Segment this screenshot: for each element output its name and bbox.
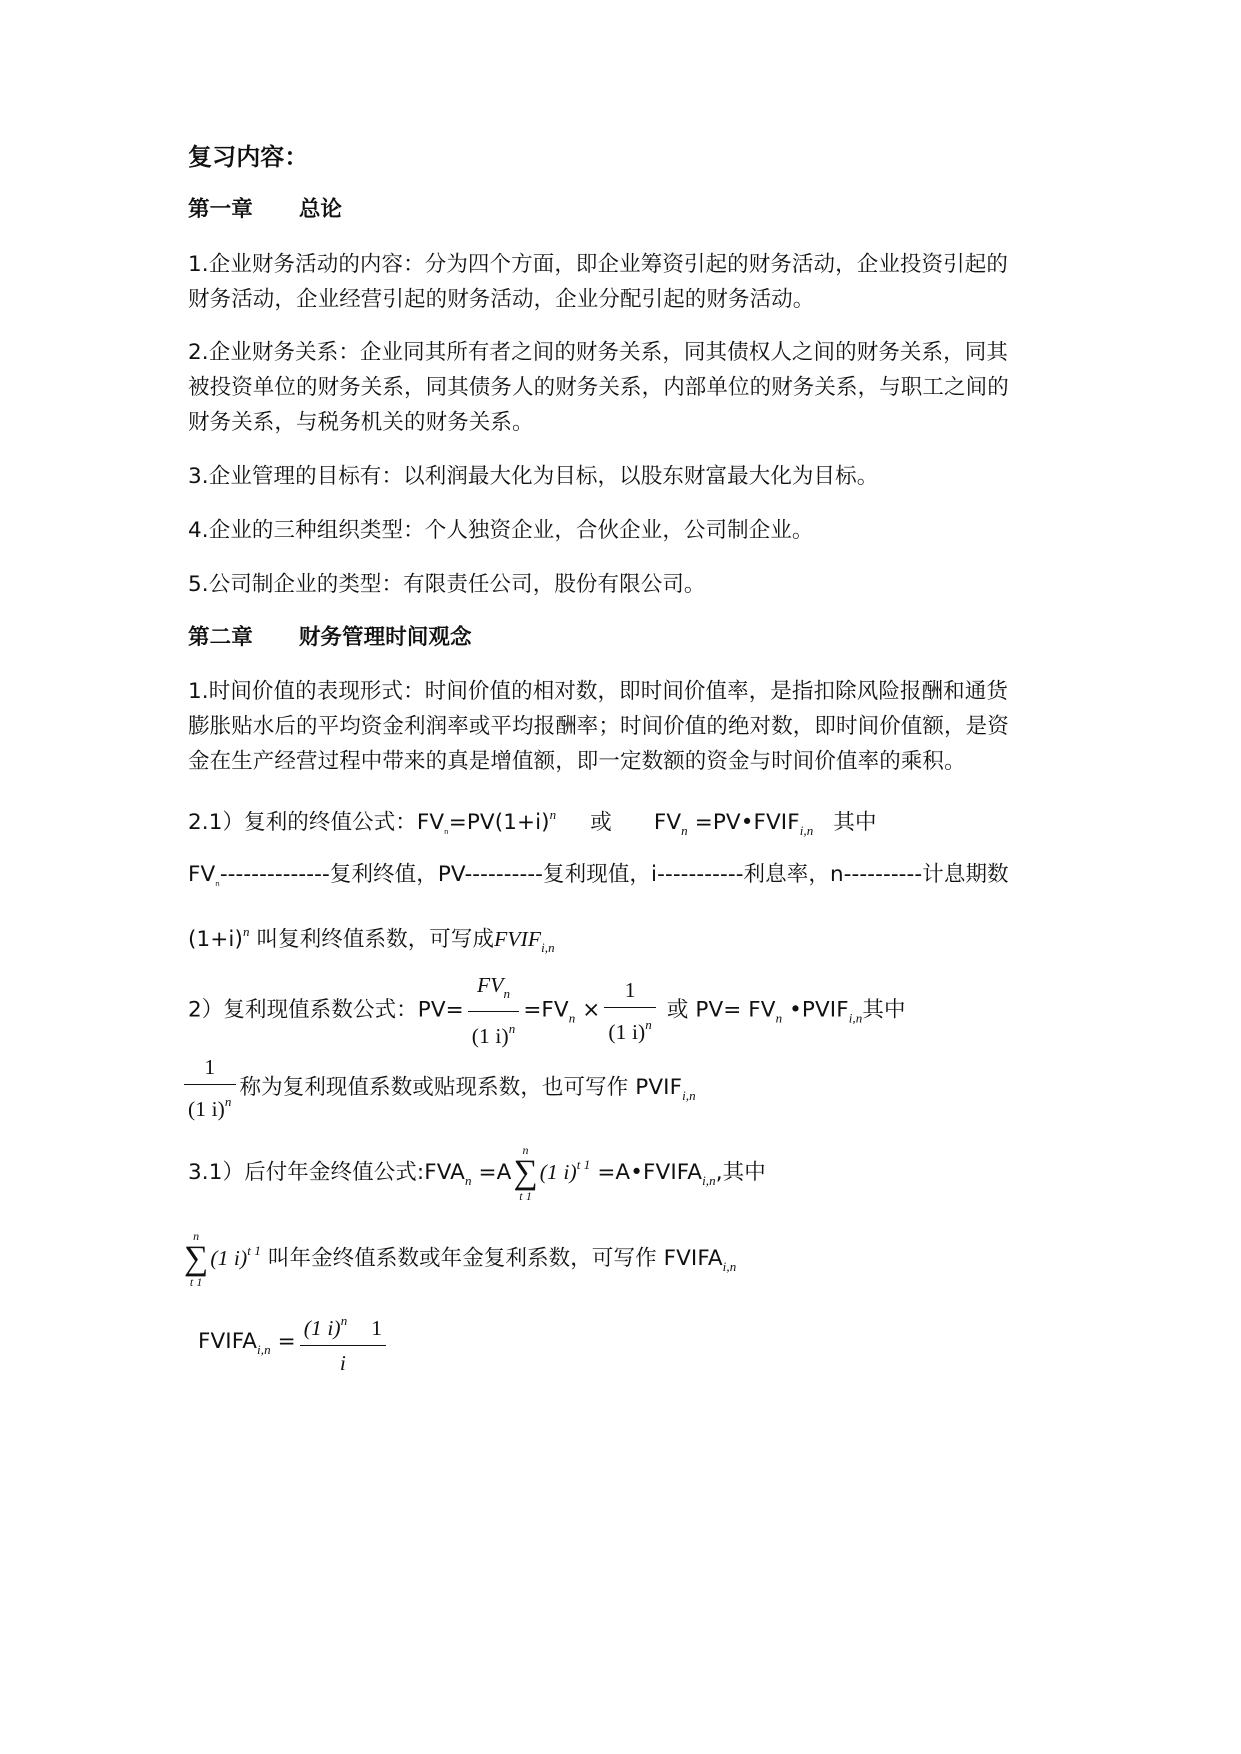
paragraph-2-line-3: 财务关系，与税务机关的财务关系。 — [188, 410, 534, 435]
definitions-line: $FV_n--------------$复利终值，PV----------复利现值，i-----------利息率，n----------计息期数 — [188, 862, 1009, 888]
compound-factor-line: $(1+i)^n$ 叫复利终值系数，可写成$FVIF_{i,n}$ — [188, 924, 555, 955]
paragraph-2-line-2: 被投资单位的财务关系，同其债务人的财务关系，内部单位的财务关系，与职工之间的 — [188, 375, 1009, 400]
paragraph-6-line-3: 金在生产经营过程中带来的真是增值额，即一定数额的资金与时间价值率的乘积。 — [188, 749, 966, 774]
chapter-2-label: 第二章 — [188, 625, 253, 650]
fraction-fvifa: $\frac{(1 i)^n 1}{i}$ — [300, 1306, 386, 1378]
paragraph-3: 3.企业管理的目标有：以利润最大化为目标，以股东财富最大化为目标。 — [188, 464, 879, 489]
chapter-2-name: 财务管理时间观念 — [298, 625, 472, 650]
fraction-one-over-compound: $\frac{1}{(1 i)^n}$ — [604, 975, 656, 1047]
summation-icon: n ∑ t 1 — [184, 1229, 209, 1289]
fraction-present-factor: $\frac{1}{(1 i)^n}$ — [184, 1052, 236, 1124]
chapter-1-heading — [188, 191, 342, 229]
bullet-operator-icon: • — [789, 997, 802, 1023]
bullet-operator-icon: • — [740, 810, 754, 835]
formula-present-value: 2）复利现值系数公式：PV= $\frac{FV_n}{(1 i)^n}$ $=FV_n$ × $\frac{1}{(1 i)^n}$ 或 $PV= FV_n$ $•PVIF_{i,n}$其中 — [188, 970, 906, 1051]
page-title: 复习内容： — [188, 143, 309, 171]
paragraph-1-line-1: 1.企业财务活动的内容：分为四个方面，即企业筹资引起的财务活动，企业投资引起的 — [188, 252, 1008, 277]
paragraph-4: 4.企业的三种组织类型：个人独资企业，合伙企业，公司制企业。 — [188, 518, 814, 543]
chapter-1-name: 总论 — [298, 197, 343, 222]
paragraph-6-line-2: 膨胀贴水后的平均资金利润率或平均报酬率；时间价值的绝对数，即时间价值额，是资 — [188, 714, 1009, 739]
formula-annuity-future-value: 3.1）后付年金终值公式$:FVA_n =A$ n ∑ t 1 (1 $i)^{t 1} =A•FVIFA_{i,n}$,其中 — [188, 1143, 766, 1203]
paragraph-6-line-1: 1.时间价值的表现形式：时间价值的相对数，即时间价值率，是指扣除风险报酬和通货 — [188, 679, 1008, 704]
fraction-fv-over-compound: $\frac{FV_n}{(1 i)^n}$ — [468, 970, 520, 1051]
chapter-2-heading — [188, 619, 472, 657]
formula-fvifa: $FVIFA_{i,n}$ = $\frac{(1 i)^n 1}{i}$ — [198, 1306, 390, 1381]
chapter-1-label: 第一章 — [188, 197, 253, 222]
bullet-operator-icon: • — [630, 1160, 644, 1185]
paragraph-2-line-1: 2.企业财务关系：企业同其所有者之间的财务关系，同其债权人之间的财务关系，同其 — [188, 340, 1008, 365]
annuity-factor-line: n ∑ t 1 (1 i)$^{t 1}$ 叫年金终值系数或年金复利系数，可写作 $FVIFA_{i,n}$ — [184, 1229, 737, 1289]
paragraph-5: 5.公司制企业的类型：有限责任公司，股份有限公司。 — [188, 572, 706, 597]
formula-compound-future-value: 2.1）复利的终值公式：$FV_n=PV(1+i)^n$ 或 $FV_n$ $=PV•FVIF_{i,n}$ 其中 — [188, 807, 877, 838]
paragraph-1-line-2: 财务活动，企业经营引起的财务活动，企业分配引起的财务活动。 — [188, 287, 815, 312]
summation-icon: n ∑ t 1 — [513, 1143, 538, 1203]
present-factor-line: $\frac{1}{(1 i)^n}$ 称为复利现值系数或贴现系数，也可写作 $PVIF_{i,n}$ — [188, 1052, 696, 1127]
